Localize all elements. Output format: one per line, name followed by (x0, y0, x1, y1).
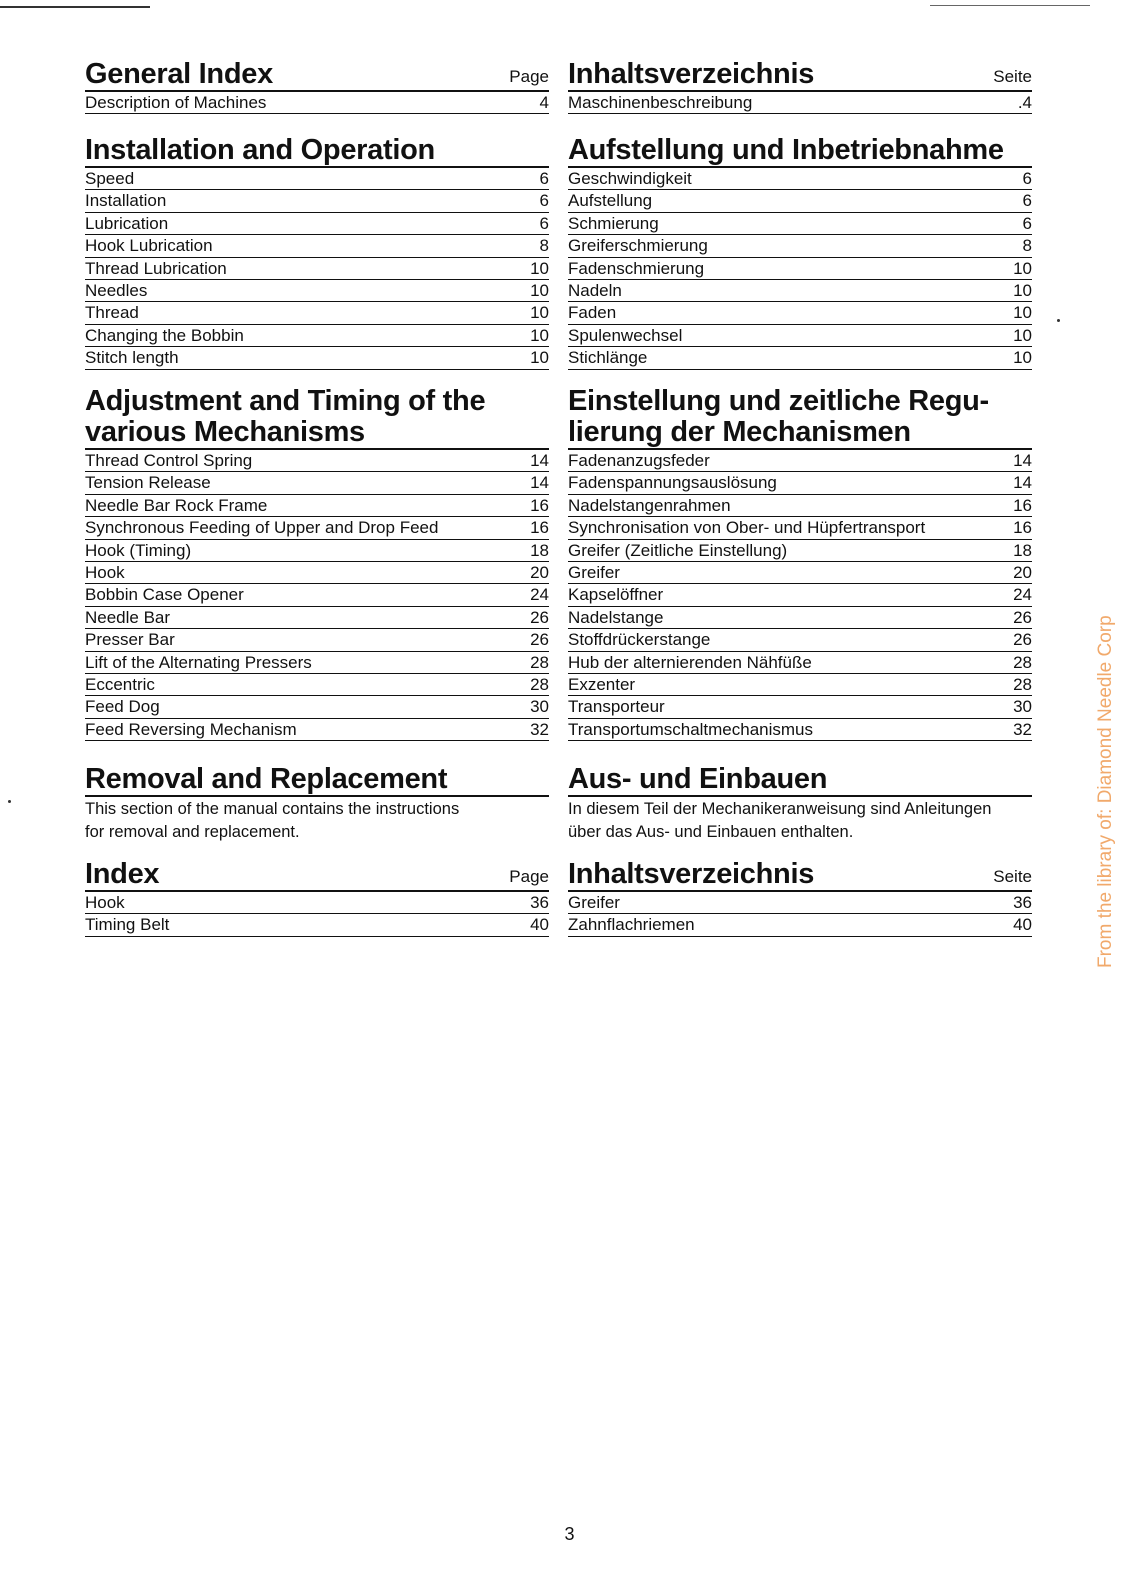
entry-title: Bobbin Case Opener (85, 585, 244, 605)
section-title: General Index (85, 58, 273, 90)
entry-title: Thread (85, 303, 139, 323)
section-header (85, 858, 549, 892)
index-entry (85, 258, 549, 280)
index-entry (568, 584, 1032, 606)
index-section (85, 858, 549, 937)
entry-title: Greifer (568, 893, 620, 912)
entry-page-number: 16 (1013, 518, 1032, 538)
entry-list (568, 168, 1032, 370)
entry-title: Nadeln (568, 280, 622, 300)
index-entry (568, 190, 1032, 212)
installation-section (568, 134, 1032, 370)
entry-title: Presser Bar (85, 630, 175, 650)
index-entry (568, 235, 1032, 257)
entry-title: Greifer (568, 562, 620, 582)
entry-title: Kapselöffner (568, 585, 664, 605)
description-line: for removal and replacement. (85, 822, 300, 841)
entry-list (568, 892, 1032, 937)
entry-page-number: 6 (1022, 191, 1032, 211)
entry-title: Greifer (Zeitliche Einstellung) (568, 540, 788, 560)
index-entry (568, 517, 1032, 539)
entry-page-number: 30 (1013, 697, 1032, 717)
entry-title: Fadenanzugsfeder (568, 451, 710, 470)
general-index-section (85, 58, 549, 114)
installation-section (85, 134, 549, 370)
page-column-label: Page (509, 867, 549, 886)
entry-list (85, 892, 549, 937)
entry-title: Synchronous Feeding of Upper and Drop Feed (85, 518, 439, 538)
entry-page-number: 30 (530, 697, 549, 717)
entry-title: Geschwindigkeit (568, 169, 692, 188)
entry-title: Feed Reversing Mechanism (85, 719, 297, 739)
entry-list (85, 450, 549, 741)
section-title: Aus- und Einbauen (568, 763, 828, 795)
entry-title: Exzenter (568, 674, 636, 694)
adjustment-section (85, 386, 549, 741)
entry-title: Eccentric (85, 674, 155, 694)
index-entry (568, 719, 1032, 741)
title-line: various Mechanisms (85, 416, 365, 448)
index-entry (85, 450, 549, 472)
index-entry (85, 517, 549, 539)
section-header (568, 763, 1032, 797)
entry-page-number: 16 (530, 495, 549, 515)
index-entry (568, 562, 1032, 584)
entry-title: Speed (85, 169, 135, 188)
section-header (85, 386, 549, 450)
page-column-label: Seite (993, 67, 1032, 86)
entry-page-number: 32 (530, 719, 549, 739)
entry-page-number: 14 (530, 451, 549, 470)
entry-page-number: 10 (1013, 280, 1032, 300)
scan-speck (1057, 319, 1060, 322)
index-section (568, 858, 1032, 937)
index-entry (85, 562, 549, 584)
index-entry (568, 472, 1032, 494)
index-entry (85, 92, 549, 114)
entry-page-number: 14 (1013, 451, 1032, 470)
index-entry (568, 347, 1032, 369)
entry-page-number: 16 (530, 518, 549, 538)
entry-title: Maschinenbeschreibung (568, 93, 753, 112)
entry-page-number: 6 (539, 169, 549, 188)
entry-title: Needle Bar (85, 607, 171, 627)
entry-list (85, 168, 549, 370)
title-line: Adjustment and Timing of the (85, 385, 486, 417)
index-entry (85, 495, 549, 517)
index-entry (85, 235, 549, 257)
section-header (568, 58, 1032, 92)
index-entry (85, 892, 549, 914)
entry-page-number: 40 (1013, 915, 1032, 935)
section-header (568, 386, 1032, 450)
index-entry (568, 258, 1032, 280)
entry-title: Stitch length (85, 348, 179, 368)
description-line: This section of the manual contains the instructions (85, 800, 460, 818)
entry-title: Fadenspannungsauslösung (568, 473, 777, 493)
section-header (568, 858, 1032, 892)
scan-speck (8, 800, 11, 803)
entry-page-number: 16 (1013, 495, 1032, 515)
entry-title: Synchronisation von Ober- und Hüpfertransport (568, 518, 926, 538)
entry-title: Needle Bar Rock Frame (85, 495, 268, 515)
index-entry (85, 674, 549, 696)
index-entry (85, 190, 549, 212)
index-entry (85, 302, 549, 324)
page-column-label: Page (509, 67, 549, 86)
index-entry (85, 540, 549, 562)
entry-page-number: 18 (1013, 540, 1032, 560)
entry-title: Greiferschmierung (568, 236, 708, 256)
title-line: Einstellung und zeitliche Regu- (568, 385, 989, 417)
entry-page-number: 10 (530, 280, 549, 300)
entry-page-number: 6 (1022, 169, 1032, 188)
entry-title: Description of Machines (85, 93, 267, 112)
entry-list (85, 92, 549, 114)
index-entry (85, 280, 549, 302)
entry-page-number: .4 (1017, 93, 1032, 112)
index-entry (85, 325, 549, 347)
entry-page-number: 8 (1022, 236, 1032, 256)
entry-page-number: 8 (539, 236, 549, 256)
entry-page-number: 10 (1013, 325, 1032, 345)
entry-page-number: 6 (539, 191, 549, 211)
index-entry (85, 629, 549, 651)
index-entry (85, 652, 549, 674)
entry-title: Hook (85, 562, 125, 582)
entry-title: Lubrication (85, 213, 169, 233)
entry-page-number: 10 (1013, 258, 1032, 278)
index-entry (85, 719, 549, 741)
entry-title: Changing the Bobbin (85, 325, 244, 345)
scan-edge-line (0, 6, 150, 8)
index-entry (568, 674, 1032, 696)
index-entry (85, 213, 549, 235)
index-entry (568, 92, 1032, 114)
entry-page-number: 10 (530, 348, 549, 368)
entry-page-number: 26 (1013, 630, 1032, 650)
section-header (85, 134, 549, 168)
entry-list (568, 450, 1032, 741)
entry-page-number: 10 (530, 258, 549, 278)
removal-section (85, 763, 549, 843)
entry-title: Hook (85, 893, 125, 912)
entry-title: Thread Lubrication (85, 258, 227, 278)
section-title: Inhaltsverzeichnis (568, 858, 815, 890)
entry-page-number: 10 (1013, 348, 1032, 368)
entry-title: Faden (568, 303, 617, 323)
entry-page-number: 40 (530, 915, 549, 935)
removal-section (568, 763, 1032, 843)
entry-title: Fadenschmierung (568, 258, 705, 278)
entry-page-number: 28 (530, 652, 549, 672)
entry-page-number: 10 (530, 303, 549, 323)
entry-title: Tension Release (85, 473, 211, 493)
entry-page-number: 28 (530, 674, 549, 694)
entry-page-number: 26 (1013, 607, 1032, 627)
title-line: lierung der Mechanismen (568, 416, 911, 448)
section-title: Installation and Operation (85, 134, 435, 166)
index-entry (568, 450, 1032, 472)
section-title: Removal and Replacement (85, 763, 448, 795)
entry-title: Transporteur (568, 697, 665, 717)
description-line: In diesem Teil der Mechanikeranweisung sind Anleitungen (568, 800, 992, 818)
index-entry (568, 696, 1032, 718)
index-entry (568, 607, 1032, 629)
entry-page-number: 20 (530, 562, 549, 582)
entry-title: Zahnflachriemen (568, 915, 695, 935)
entry-list (568, 92, 1032, 114)
entry-title: Feed Dog (85, 697, 160, 717)
section-title (568, 386, 989, 448)
section-title: Index (85, 858, 160, 890)
section-title (85, 386, 485, 448)
entry-title: Aufstellung (568, 191, 653, 211)
entry-page-number: 18 (530, 540, 549, 560)
entry-title: Stichlänge (568, 348, 648, 368)
entry-page-number: 26 (530, 630, 549, 650)
entry-title: Nadelstange (568, 607, 664, 627)
entry-page-number: 14 (530, 473, 549, 493)
index-entry (85, 347, 549, 369)
index-entry (85, 914, 549, 936)
entry-title: Timing Belt (85, 915, 170, 935)
entry-title: Hub der alternierenden Nähfüße (568, 652, 812, 672)
entry-title: Thread Control Spring (85, 451, 253, 470)
entry-title: Hook (Timing) (85, 540, 192, 560)
section-description (568, 798, 1032, 843)
entry-page-number: 6 (539, 213, 549, 233)
index-entry (568, 892, 1032, 914)
entry-title: Spulenwechsel (568, 325, 683, 345)
index-entry (568, 280, 1032, 302)
entry-page-number: 14 (1013, 473, 1032, 493)
index-entry (568, 540, 1032, 562)
entry-title: Schmierung (568, 213, 659, 233)
index-entry (568, 652, 1032, 674)
entry-title: Stoffdrückerstange (568, 630, 711, 650)
section-description (85, 798, 549, 843)
scan-edge-line (930, 5, 1090, 6)
index-entry (85, 472, 549, 494)
entry-title: Transportumschaltmechanismus (568, 719, 814, 739)
entry-page-number: 36 (530, 893, 549, 912)
adjustment-section (568, 386, 1032, 741)
entry-page-number: 20 (1013, 562, 1032, 582)
page-number: 3 (564, 1524, 575, 1544)
entry-page-number: 10 (1013, 303, 1032, 323)
section-header (85, 763, 549, 797)
entry-page-number: 6 (1022, 213, 1032, 233)
index-entry (85, 696, 549, 718)
index-entry (568, 629, 1032, 651)
index-entry (568, 168, 1032, 190)
index-entry (85, 607, 549, 629)
section-title: Aufstellung und Inbetriebnahme (568, 134, 1004, 166)
section-title: Inhaltsverzeichnis (568, 58, 815, 90)
index-entry (568, 325, 1032, 347)
entry-page-number: 24 (1013, 585, 1032, 605)
section-header (568, 134, 1032, 168)
library-watermark: From the library of: Diamond Needle Corp (1095, 615, 1116, 968)
index-entry (85, 168, 549, 190)
entry-title: Nadelstangenrahmen (568, 495, 731, 515)
description-line: über das Aus- und Einbauen enthalten. (568, 822, 854, 841)
entry-page-number: 28 (1013, 652, 1032, 672)
general-index-section (568, 58, 1032, 114)
entry-page-number: 36 (1013, 893, 1032, 912)
index-entry (568, 213, 1032, 235)
section-header (85, 58, 549, 92)
index-entry (568, 914, 1032, 936)
entry-title: Installation (85, 191, 167, 211)
index-entry (568, 495, 1032, 517)
entry-title: Needles (85, 280, 148, 300)
entry-page-number: 32 (1013, 719, 1032, 739)
index-entry (568, 302, 1032, 324)
page-column-label: Seite (993, 867, 1032, 886)
entry-title: Hook Lubrication (85, 236, 213, 256)
entry-page-number: 28 (1013, 674, 1032, 694)
index-entry (85, 584, 549, 606)
entry-title: Lift of the Alternating Pressers (85, 652, 312, 672)
entry-page-number: 26 (530, 607, 549, 627)
entry-page-number: 10 (530, 325, 549, 345)
entry-page-number: 4 (539, 93, 549, 112)
entry-page-number: 24 (530, 585, 549, 605)
